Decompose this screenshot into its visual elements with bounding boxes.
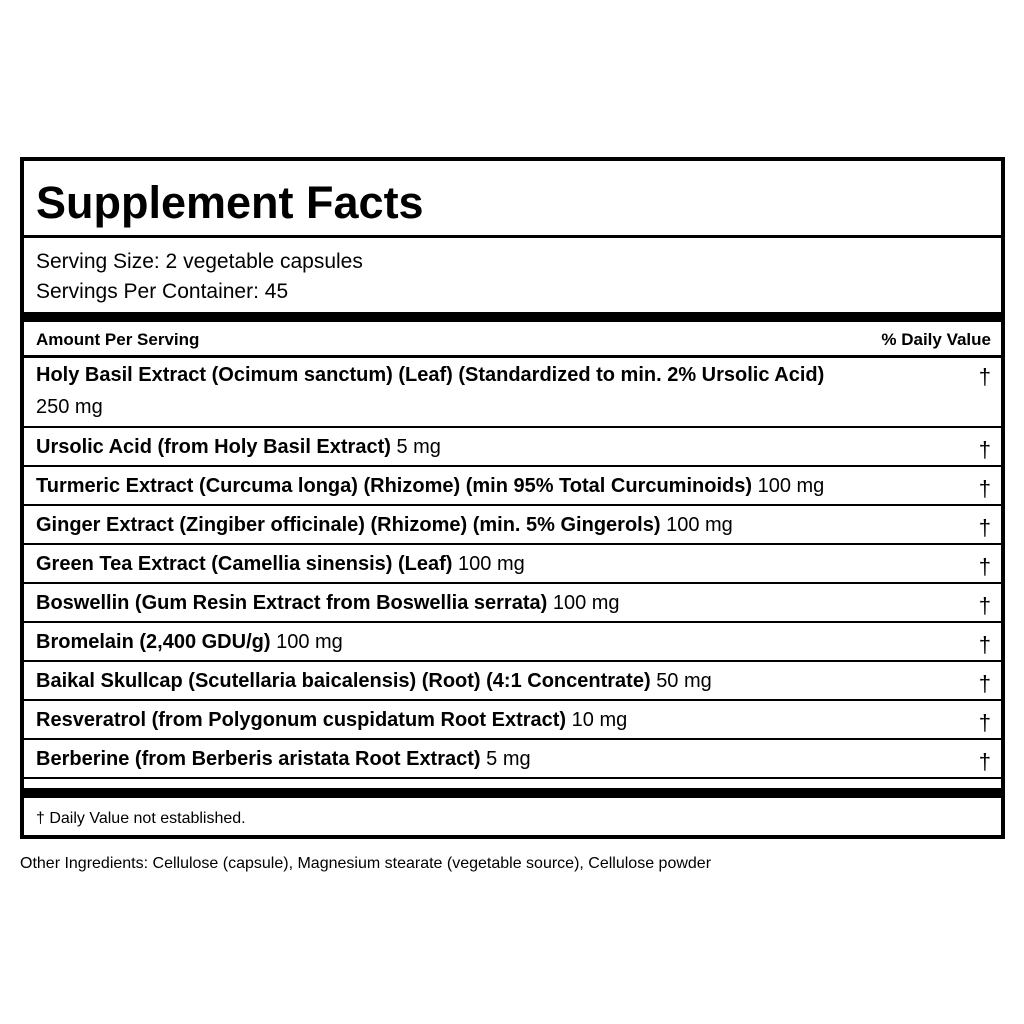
ingredient-name: Boswellin (Gum Resin Extract from Boswellia serrata): [36, 592, 548, 614]
dagger-mark: †: [978, 671, 991, 696]
dagger-mark: †: [978, 710, 991, 735]
daily-value-header: % Daily Value: [881, 330, 991, 349]
ingredient-row: [36, 471, 956, 502]
row-divider: [24, 621, 1001, 623]
ingredient-name: Berberine (from Berberis aristata Root Extract): [36, 748, 481, 770]
supplement-facts-panel: [20, 157, 1005, 839]
ingredient-row: [36, 588, 956, 619]
ingredient-name: Holy Basil Extract (Ocimum sanctum) (Leaf) (Standardized to min. 2% Ursolic Acid): [36, 364, 825, 386]
ingredient-row: [36, 705, 956, 736]
dagger-mark: †: [978, 364, 991, 389]
row-divider: [24, 582, 1001, 584]
ingredient-amount: 10 mg: [571, 709, 628, 731]
ingredient-amount: 5 mg: [486, 748, 531, 770]
ingredient-name: Ursolic Acid (from Holy Basil Extract): [36, 436, 391, 458]
ingredient-amount: 100 mg: [552, 592, 620, 614]
dagger-mark: †: [978, 593, 991, 618]
serving-size: Serving Size: 2 vegetable capsules: [36, 250, 363, 273]
ingredient-row: [36, 510, 956, 541]
ingredient-name: Ginger Extract (Zingiber officinale) (Rhizome) (min. 5% Gingerols): [36, 514, 661, 536]
daily-value-footnote: † Daily Value not established.: [36, 810, 246, 827]
row-divider: [24, 543, 1001, 545]
thick-divider-bottom: [24, 788, 1001, 798]
ingredient-row: [36, 432, 956, 463]
thick-divider-top: [24, 312, 1001, 322]
dagger-mark: †: [978, 515, 991, 540]
dagger-mark: †: [978, 554, 991, 579]
ingredient-amount: 50 mg: [656, 670, 712, 692]
dagger-mark: †: [978, 476, 991, 501]
row-divider: [24, 699, 1001, 701]
ingredient-amount: 100 mg: [666, 514, 733, 536]
ingredient-amount: 100 mg: [458, 553, 525, 575]
ingredient-name: Baikal Skullcap (Scutellaria baicalensis) (Root) (4:1 Concentrate): [36, 670, 651, 692]
amount-per-serving-header: Amount Per Serving: [36, 330, 200, 349]
ingredient-name: Green Tea Extract (Camellia sinensis) (Leaf): [36, 553, 453, 575]
dagger-mark: †: [978, 632, 991, 657]
dagger-mark: †: [978, 749, 991, 774]
ingredient-amount: 100 mg: [757, 475, 825, 497]
other-ingredients: Other Ingredients: Cellulose (capsule), Magnesium stearate (vegetable source), Cellulose powder: [20, 855, 712, 872]
ingredient-name: Bromelain (2,400 GDU/g): [36, 631, 271, 653]
header-divider: [24, 355, 1001, 358]
title-divider: [24, 235, 1001, 238]
ingredient-name: Resveratrol (from Polygonum cuspidatum Root Extract): [36, 709, 567, 731]
ingredient-amount: 5 mg: [396, 436, 441, 458]
row-divider: [24, 465, 1001, 467]
row-divider: [24, 426, 1001, 428]
row-divider: [24, 660, 1001, 662]
ingredient-row: [36, 549, 956, 580]
ingredient-amount: 100 mg: [276, 631, 343, 653]
ingredient-row: [36, 666, 956, 697]
ingredient-amount: 250 mg: [36, 396, 103, 418]
row-divider: [24, 738, 1001, 740]
ingredient-row: [36, 744, 956, 775]
panel-title: Supplement Facts: [36, 177, 424, 228]
ingredient-row: [36, 359, 956, 423]
row-divider: [24, 777, 1001, 779]
servings-per-container: Servings Per Container: 45: [36, 280, 289, 303]
dagger-mark: †: [978, 437, 991, 462]
ingredient-name: Turmeric Extract (Curcuma longa) (Rhizome) (min 95% Total Curcuminoids): [36, 475, 753, 497]
ingredient-row: [36, 627, 956, 658]
row-divider: [24, 504, 1001, 506]
